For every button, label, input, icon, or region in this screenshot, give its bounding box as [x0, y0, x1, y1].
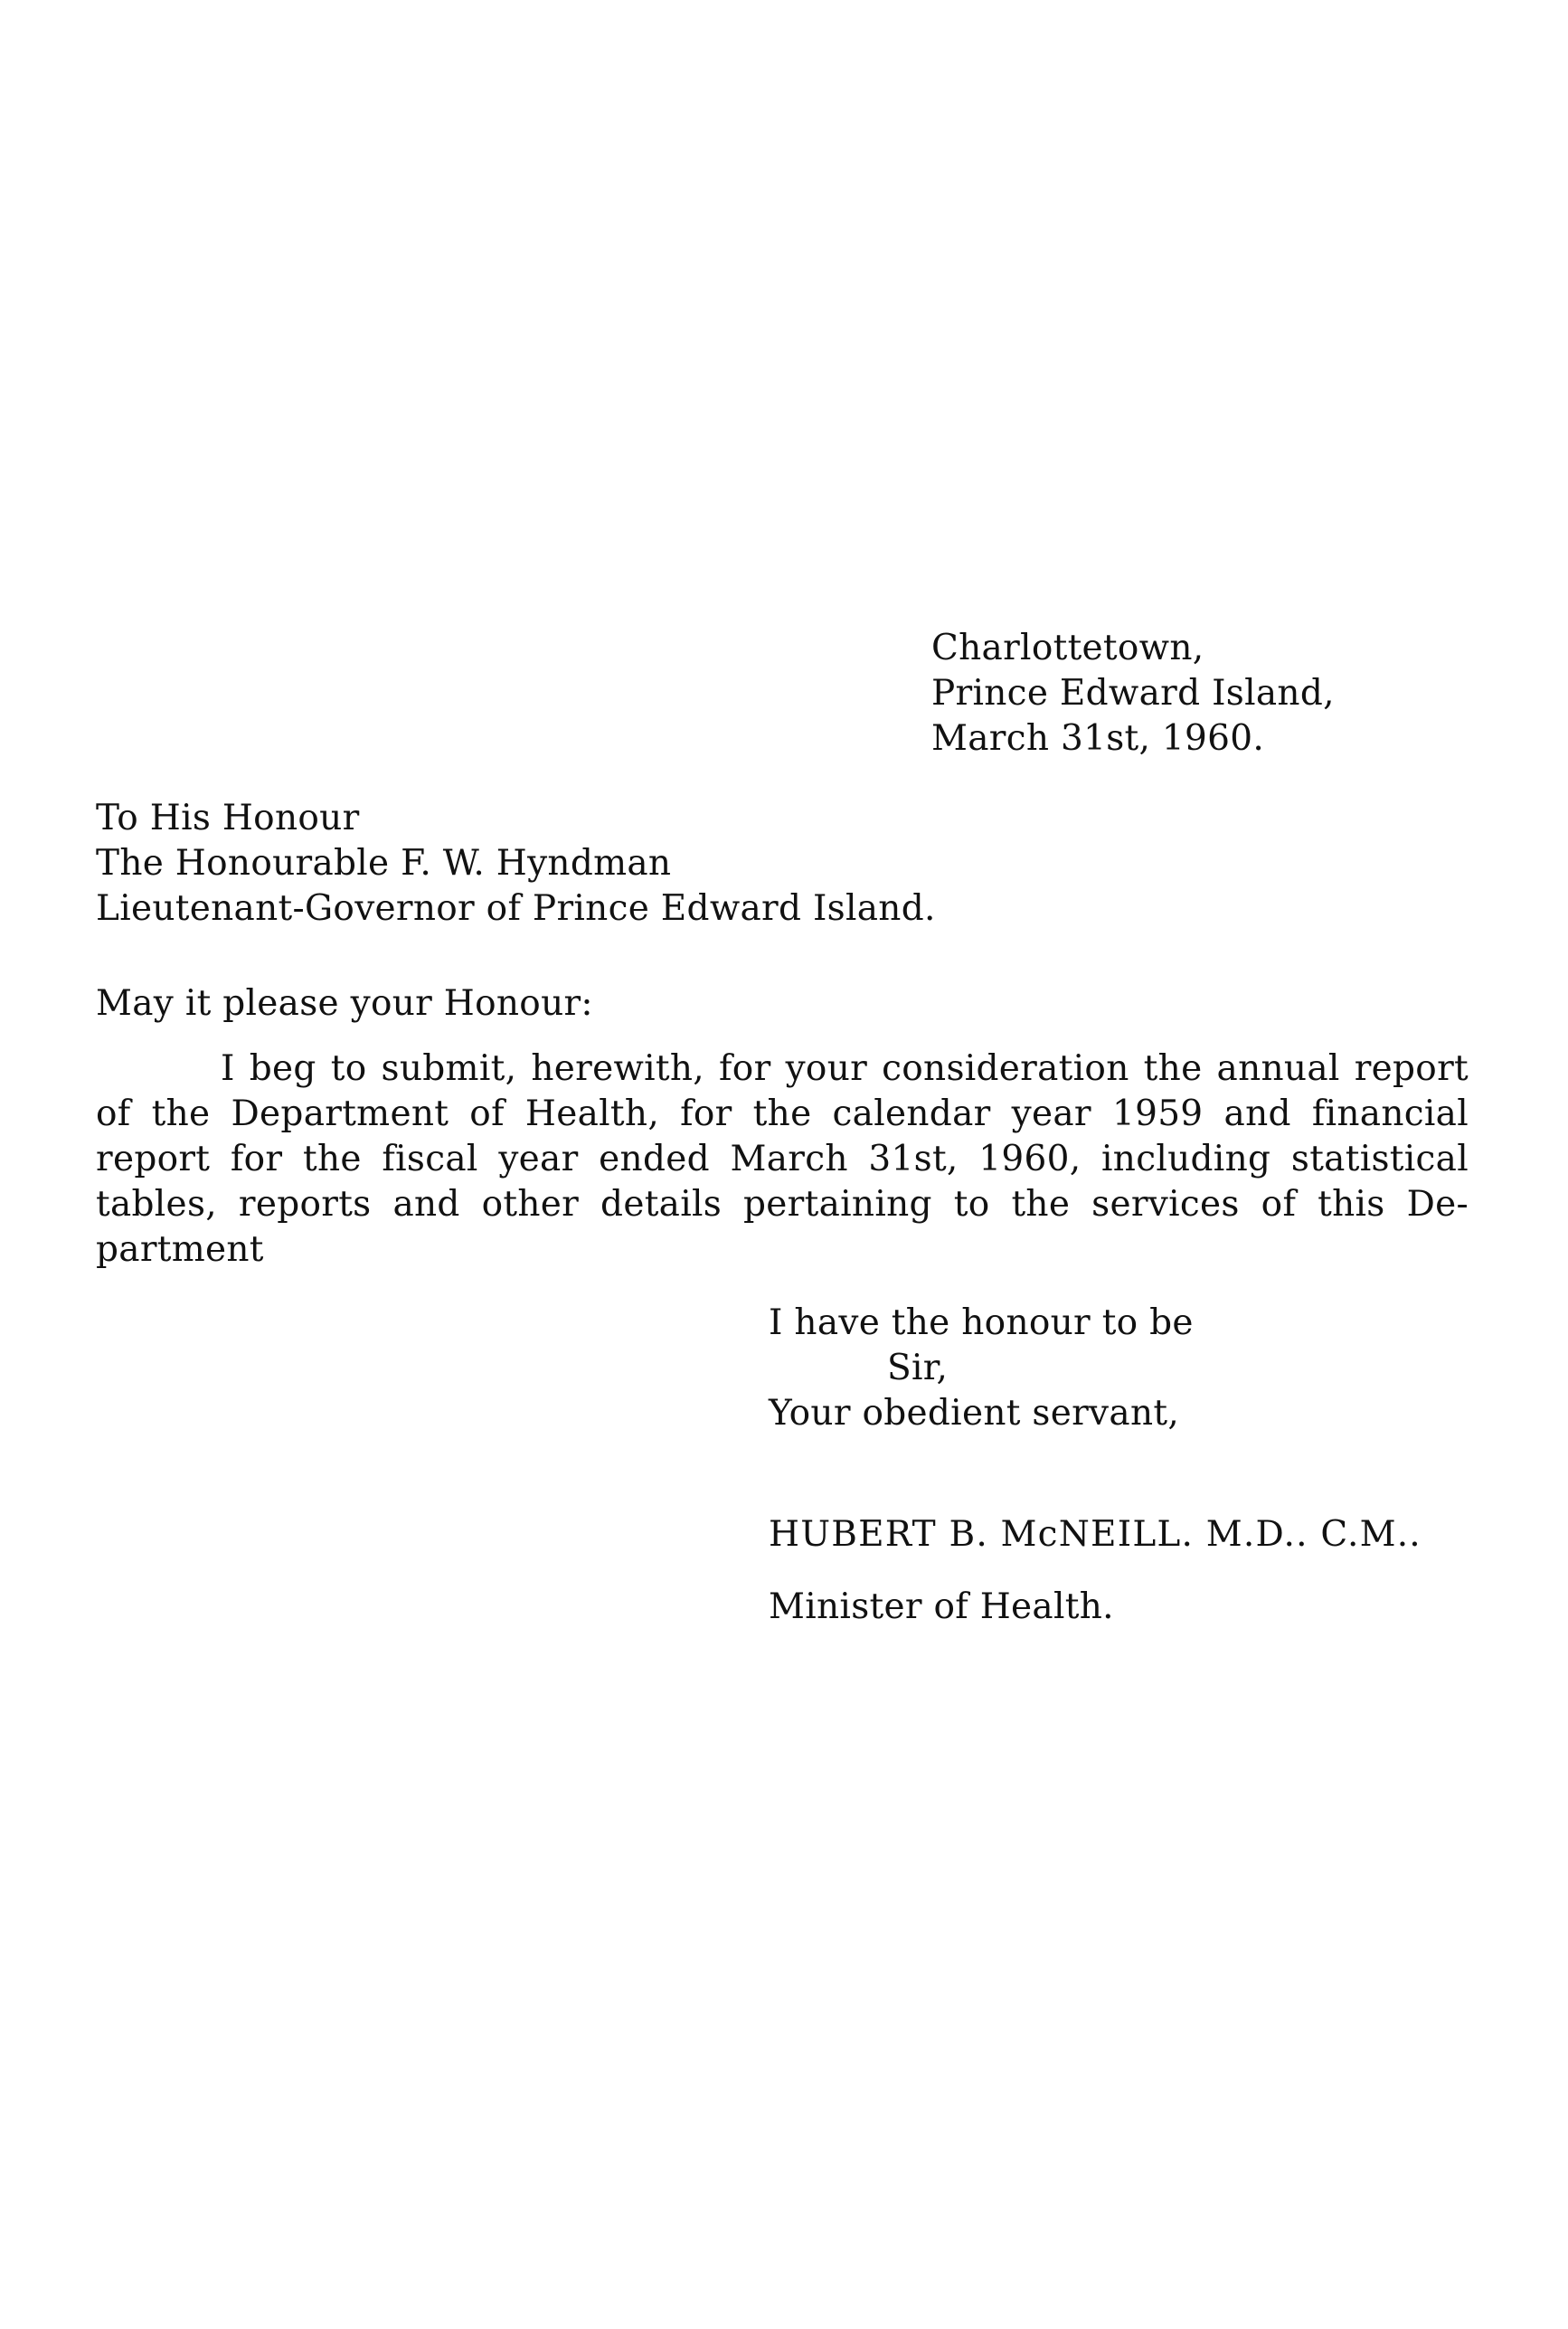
closing-line-1: I have the honour to be: [769, 1302, 1194, 1343]
signatory-title: Minister of Health.: [769, 1586, 1114, 1627]
place-province: Prince Edward Island,: [931, 673, 1335, 714]
letter-date: March 31st, 1960.: [931, 718, 1265, 759]
signatory-name: HUBERT B. McNEILL. M.D.. C.M..: [769, 1514, 1422, 1555]
body-line-1: I beg to submit, herewith, for your consideration the annual report: [221, 1048, 1469, 1089]
closing-line-3: Your obedient servant,: [769, 1393, 1180, 1434]
address-line-3: Lieutenant-Governor of Prince Edward Island.: [96, 888, 936, 929]
body-line-2: of the Department of Health, for the calendar year 1959 and financial: [96, 1093, 1469, 1134]
address-line-2: The Honourable F. W. Hyndman: [96, 843, 672, 884]
closing-line-2: Sir,: [887, 1348, 949, 1388]
place-city: Charlottetown,: [931, 628, 1204, 668]
salutation: May it please your Honour:: [96, 983, 593, 1024]
body-line-4: tables, reports and other details pertaining to the services of this De-: [96, 1184, 1469, 1225]
body-line-5: partment: [96, 1229, 264, 1270]
address-line-1: To His Honour: [96, 798, 360, 838]
body-line-3: report for the fiscal year ended March 31st, 1960, including statistical: [96, 1139, 1469, 1179]
